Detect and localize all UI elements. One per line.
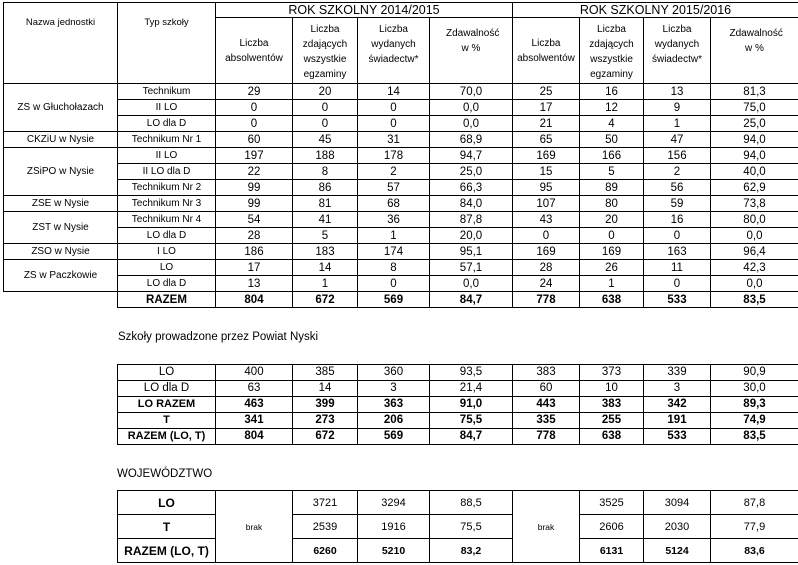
row-label: RAZEM (LO, T) <box>118 539 216 563</box>
table-row <box>4 212 798 228</box>
value-cell: 255 <box>580 413 644 429</box>
value-cell: 0,0 <box>711 276 798 292</box>
value-cell: 107 <box>513 196 580 212</box>
school-type-cell: Technikum Nr 1 <box>118 132 216 148</box>
value-cell: 166 <box>580 148 644 164</box>
missing-value-cell: brak <box>216 491 293 563</box>
value-cell: 342 <box>644 397 711 413</box>
value-cell: 0,0 <box>711 228 798 244</box>
value-cell: 533 <box>644 429 711 445</box>
value-cell: 14 <box>293 381 358 397</box>
header-rate: Zdawalność w % <box>430 18 513 84</box>
value-cell: 73,8 <box>711 196 798 212</box>
value-cell: 84,0 <box>430 196 513 212</box>
school-type-cell: LO dla D <box>118 228 216 244</box>
value-cell: 99 <box>216 180 293 196</box>
value-cell: 400 <box>216 365 293 381</box>
value-cell: 339 <box>644 365 711 381</box>
value-cell: 0,0 <box>430 116 513 132</box>
value-cell: 14 <box>293 260 358 276</box>
value-cell: 13 <box>216 276 293 292</box>
value-cell: 74,9 <box>711 413 798 429</box>
value-cell: 373 <box>580 365 644 381</box>
school-type-cell: LO <box>118 260 216 276</box>
unit-cell: ZS w Głuchołazach <box>4 84 118 132</box>
value-cell: 50 <box>580 132 644 148</box>
value-cell: 188 <box>293 148 358 164</box>
value-cell: 1 <box>293 276 358 292</box>
school-type-cell: LO dla D <box>118 116 216 132</box>
value-cell: 0 <box>580 228 644 244</box>
school-type-cell: II LO <box>118 148 216 164</box>
value-cell: 95 <box>513 180 580 196</box>
value-cell: 83,5 <box>711 429 798 445</box>
school-type-cell: Technikum Nr 2 <box>118 180 216 196</box>
value-cell: 57 <box>358 180 430 196</box>
value-cell: 80 <box>580 196 644 212</box>
value-cell: 0 <box>358 116 430 132</box>
unit-cell: CKZiU w Nysie <box>4 132 118 148</box>
unit-cell: ZSO w Nysie <box>4 244 118 260</box>
value-cell: 6260 <box>293 539 358 563</box>
value-cell: 86 <box>293 180 358 196</box>
value-cell: 1 <box>644 116 711 132</box>
header-rate: Zdawalność w % <box>711 18 798 84</box>
value-cell: 8 <box>293 164 358 180</box>
value-cell: 10 <box>580 381 644 397</box>
value-cell: 41 <box>293 212 358 228</box>
value-cell: 47 <box>644 132 711 148</box>
value-cell: 83,6 <box>711 539 798 563</box>
school-type-cell: II LO <box>118 100 216 116</box>
value-cell: 0 <box>293 116 358 132</box>
total-value: 533 <box>644 292 711 308</box>
table-row <box>4 260 798 276</box>
row-label: LO RAZEM <box>118 397 216 413</box>
table-row <box>118 397 798 413</box>
value-cell: 22 <box>216 164 293 180</box>
table-row <box>4 116 798 132</box>
value-cell: 62,9 <box>711 180 798 196</box>
empty-cell <box>4 292 118 308</box>
total-value: 804 <box>216 292 293 308</box>
value-cell: 57,1 <box>430 260 513 276</box>
value-cell: 2 <box>644 164 711 180</box>
value-cell: 9 <box>644 100 711 116</box>
value-cell: 16 <box>580 84 644 100</box>
value-cell: 24 <box>513 276 580 292</box>
value-cell: 59 <box>644 196 711 212</box>
table-row <box>118 365 798 381</box>
value-cell: 0 <box>216 116 293 132</box>
value-cell: 0 <box>293 100 358 116</box>
table-row <box>4 196 798 212</box>
school-type-cell: Technikum Nr 3 <box>118 196 216 212</box>
value-cell: 399 <box>293 397 358 413</box>
table-row <box>4 148 798 164</box>
value-cell: 81 <box>293 196 358 212</box>
wojewodztwo-table <box>117 490 798 563</box>
value-cell: 93,5 <box>430 365 513 381</box>
unit-cell: ZSiPO w Nysie <box>4 148 118 196</box>
value-cell: 31 <box>358 132 430 148</box>
value-cell: 25 <box>513 84 580 100</box>
school-type-cell: II LO dla D <box>118 164 216 180</box>
value-cell: 5 <box>293 228 358 244</box>
value-cell: 54 <box>216 212 293 228</box>
value-cell: 569 <box>358 429 430 445</box>
value-cell: 183 <box>293 244 358 260</box>
value-cell: 15 <box>513 164 580 180</box>
value-cell: 63 <box>216 381 293 397</box>
value-cell: 75,5 <box>430 413 513 429</box>
total-value: 84,7 <box>430 292 513 308</box>
value-cell: 25,0 <box>711 116 798 132</box>
value-cell: 0 <box>513 228 580 244</box>
value-cell: 0 <box>216 100 293 116</box>
row-label: T <box>118 515 216 539</box>
value-cell: 6131 <box>580 539 644 563</box>
value-cell: 2606 <box>580 515 644 539</box>
header-graduates: Liczba absolwentów <box>216 18 293 84</box>
table-row <box>4 244 798 260</box>
value-cell: 21,4 <box>430 381 513 397</box>
table-row <box>4 164 798 180</box>
value-cell: 2030 <box>644 515 711 539</box>
value-cell: 75,5 <box>430 515 513 539</box>
value-cell: 14 <box>358 84 430 100</box>
value-cell: 197 <box>216 148 293 164</box>
header-passed: Liczba zdających wszystkie egzaminy <box>580 18 644 84</box>
school-type-cell: Technikum Nr 4 <box>118 212 216 228</box>
total-value: 638 <box>580 292 644 308</box>
value-cell: 672 <box>293 429 358 445</box>
table-row <box>4 276 798 292</box>
table-row <box>4 228 798 244</box>
value-cell: 95,1 <box>430 244 513 260</box>
value-cell: 363 <box>358 397 430 413</box>
row-label: LO <box>118 365 216 381</box>
table-row <box>118 491 798 515</box>
header-year-2014: ROK SZKOLNY 2014/2015 <box>216 3 513 18</box>
value-cell: 56 <box>644 180 711 196</box>
value-cell: 88,5 <box>430 491 513 515</box>
value-cell: 383 <box>513 365 580 381</box>
value-cell: 43 <box>513 212 580 228</box>
value-cell: 0 <box>358 100 430 116</box>
table-row <box>4 132 798 148</box>
value-cell: 75,0 <box>711 100 798 116</box>
header-year-2015: ROK SZKOLNY 2015/2016 <box>513 3 798 18</box>
total-value: 83,5 <box>711 292 798 308</box>
header-passed: Liczba zdających wszystkie egzaminy <box>293 18 358 84</box>
value-cell: 60 <box>513 381 580 397</box>
value-cell: 94,0 <box>711 148 798 164</box>
total-value: 778 <box>513 292 580 308</box>
value-cell: 0 <box>358 276 430 292</box>
value-cell: 273 <box>293 413 358 429</box>
value-cell: 87,8 <box>711 491 798 515</box>
caption-powiat: Szkoły prowadzone przez Powiat Nyski <box>118 331 319 343</box>
value-cell: 81,3 <box>711 84 798 100</box>
value-cell: 3294 <box>358 491 430 515</box>
row-label: RAZEM (LO, T) <box>118 429 216 445</box>
value-cell: 20 <box>580 212 644 228</box>
value-cell: 84,7 <box>430 429 513 445</box>
value-cell: 12 <box>580 100 644 116</box>
value-cell: 70,0 <box>430 84 513 100</box>
row-label: LO dla D <box>118 381 216 397</box>
value-cell: 17 <box>513 100 580 116</box>
total-label: RAZEM <box>118 292 216 308</box>
value-cell: 804 <box>216 429 293 445</box>
total-value: 672 <box>293 292 358 308</box>
value-cell: 8 <box>358 260 430 276</box>
value-cell: 83,2 <box>430 539 513 563</box>
school-type-cell: LO dla D <box>118 276 216 292</box>
value-cell: 28 <box>216 228 293 244</box>
school-type-cell: Technikum <box>118 84 216 100</box>
value-cell: 13 <box>644 84 711 100</box>
value-cell: 1916 <box>358 515 430 539</box>
value-cell: 360 <box>358 365 430 381</box>
value-cell: 335 <box>513 413 580 429</box>
value-cell: 3525 <box>580 491 644 515</box>
value-cell: 80,0 <box>711 212 798 228</box>
header-certs: Liczba wydanych świadectw* <box>358 18 430 84</box>
value-cell: 341 <box>216 413 293 429</box>
value-cell: 463 <box>216 397 293 413</box>
value-cell: 3721 <box>293 491 358 515</box>
value-cell: 68,9 <box>430 132 513 148</box>
value-cell: 174 <box>358 244 430 260</box>
table-row <box>118 413 798 429</box>
value-cell: 77,9 <box>711 515 798 539</box>
value-cell: 383 <box>580 397 644 413</box>
value-cell: 40,0 <box>711 164 798 180</box>
value-cell: 443 <box>513 397 580 413</box>
value-cell: 0 <box>644 276 711 292</box>
unit-cell: ZS w Paczkowie <box>4 260 118 292</box>
value-cell: 21 <box>513 116 580 132</box>
value-cell: 90,9 <box>711 365 798 381</box>
value-cell: 385 <box>293 365 358 381</box>
value-cell: 66,3 <box>430 180 513 196</box>
results-table <box>3 2 798 308</box>
row-label: LO <box>118 491 216 515</box>
value-cell: 42,3 <box>711 260 798 276</box>
value-cell: 26 <box>580 260 644 276</box>
value-cell: 96,4 <box>711 244 798 260</box>
value-cell: 91,0 <box>430 397 513 413</box>
value-cell: 5210 <box>358 539 430 563</box>
value-cell: 5 <box>580 164 644 180</box>
value-cell: 25,0 <box>430 164 513 180</box>
value-cell: 169 <box>513 244 580 260</box>
table-row <box>4 180 798 196</box>
header-type: Typ szkoły <box>118 3 216 84</box>
unit-cell: ZST w Nysie <box>4 212 118 244</box>
value-cell: 163 <box>644 244 711 260</box>
table-row <box>4 100 798 116</box>
table-row <box>4 84 798 100</box>
total-row <box>4 292 798 308</box>
value-cell: 87,8 <box>430 212 513 228</box>
header-graduates: Liczba absolwentów <box>513 18 580 84</box>
value-cell: 20 <box>293 84 358 100</box>
caption-wojewodztwo: WOJEWÓDZTWO <box>117 468 213 480</box>
school-type-cell: I LO <box>118 244 216 260</box>
powiat-table <box>117 364 798 445</box>
value-cell: 36 <box>358 212 430 228</box>
value-cell: 191 <box>644 413 711 429</box>
value-cell: 2 <box>358 164 430 180</box>
value-cell: 16 <box>644 212 711 228</box>
value-cell: 68 <box>358 196 430 212</box>
value-cell: 1 <box>580 276 644 292</box>
value-cell: 169 <box>580 244 644 260</box>
value-cell: 89 <box>580 180 644 196</box>
value-cell: 94,0 <box>711 132 798 148</box>
value-cell: 4 <box>580 116 644 132</box>
value-cell: 28 <box>513 260 580 276</box>
value-cell: 20,0 <box>430 228 513 244</box>
value-cell: 1 <box>358 228 430 244</box>
value-cell: 156 <box>644 148 711 164</box>
missing-value-cell: brak <box>513 491 580 563</box>
value-cell: 60 <box>216 132 293 148</box>
value-cell: 206 <box>358 413 430 429</box>
header-unit: Nazwa jednostki <box>4 3 118 84</box>
total-value: 569 <box>358 292 430 308</box>
value-cell: 2539 <box>293 515 358 539</box>
value-cell: 178 <box>358 148 430 164</box>
table-row <box>118 429 798 445</box>
value-cell: 186 <box>216 244 293 260</box>
value-cell: 5124 <box>644 539 711 563</box>
value-cell: 65 <box>513 132 580 148</box>
unit-cell: ZSE w Nysie <box>4 196 118 212</box>
value-cell: 3 <box>358 381 430 397</box>
value-cell: 3094 <box>644 491 711 515</box>
value-cell: 169 <box>513 148 580 164</box>
value-cell: 30,0 <box>711 381 798 397</box>
row-label: T <box>118 413 216 429</box>
value-cell: 45 <box>293 132 358 148</box>
value-cell: 94,7 <box>430 148 513 164</box>
value-cell: 11 <box>644 260 711 276</box>
value-cell: 638 <box>580 429 644 445</box>
value-cell: 89,3 <box>711 397 798 413</box>
value-cell: 99 <box>216 196 293 212</box>
table-row <box>118 381 798 397</box>
value-cell: 0,0 <box>430 100 513 116</box>
value-cell: 17 <box>216 260 293 276</box>
value-cell: 778 <box>513 429 580 445</box>
value-cell: 0,0 <box>430 276 513 292</box>
value-cell: 3 <box>644 381 711 397</box>
value-cell: 29 <box>216 84 293 100</box>
value-cell: 0 <box>644 228 711 244</box>
header-certs: Liczba wydanych świadectw* <box>644 18 711 84</box>
